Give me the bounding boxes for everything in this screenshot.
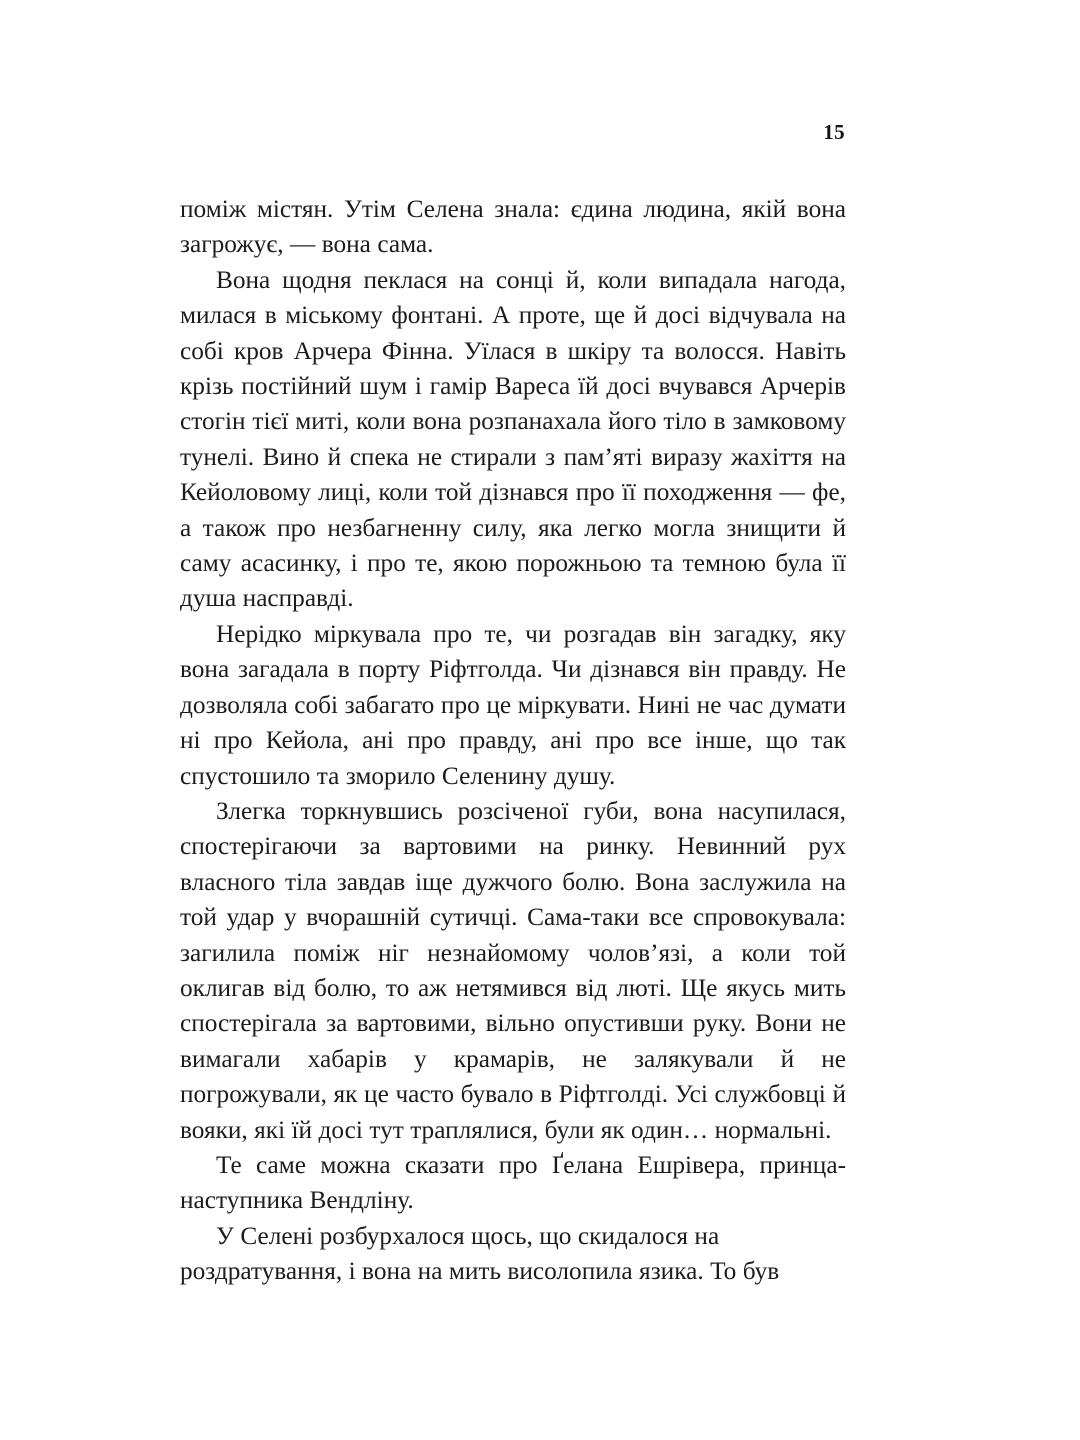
body-text-block [180,192,846,1290]
page-header [180,122,845,152]
paragraph-3: Нерідко міркувала про те, чи розгадав він загадку, яку вона загадала в порту Ріфтголда. Чи дізнався він правду. Не дозволяла собі забагато про це міркувати. Нині не час думати ні про Кейола, ані про правду, ані про все інше, що так спустошило та зморило Селенину душу. [180,619,846,790]
paragraph-1: поміж містян. Утім Селена знала: єдина людина, якій вона загрожує, — вона сама. [180,195,846,259]
paragraph-5: Те саме можна сказати про Ґелана Ешрівера, принца-наступника Вендліну. [180,1150,846,1215]
paragraph-2: Вона щодня пеклася на сонці й, коли випадала нагода, милася в міському фонтані. А проте, ще й досі відчувала на собі кров Арчера Фінна. Уїлася в шкіру та волосся. Навіть крізь постійний шум і гамір Вареса їй досі вчувався Арчерів стогін тієї миті, коли вона розпанахала його тіло в замковому тунелі. Вино й спека не стирали з пам’яті виразу жахіття на Кейоловому лиці, коли той дізнався про її походження — фе, а також про незбагненну силу, яка легко могла знищити й саму асасинку, і про те, якою порожньою та темною була її душа насправді. [180,265,846,613]
page-number: 15 [823,120,845,144]
paragraph-6: У Селені розбурхалося щось, що скидалося на роздратування, і вона на мить висолопила язика. То був [180,1221,780,1286]
paragraph-4: Злегка торкнувшись розсіченої губи, вона насупилася, спостерігаючи за вартовими на ринку. Невинний рух власного тіла завдав іще дужчого болю. Вона заслужила на той удар у вчорашній сутичці. Сама-таки все спровокувала: загилила поміж ніг незнайомому чолов’язі, а коли той оклигав від болю, то аж нетямився від люті. Ще якусь мить спостерігала за вартовими, вільно опустивши руку. Вони не вимагали хабарів у крамарів, не залякували й не погрожували, як це часто бувало в Ріфтголді. Усі службовці й вояки, які їй досі тут траплялися, були як один… нормальні. [180,796,846,1144]
